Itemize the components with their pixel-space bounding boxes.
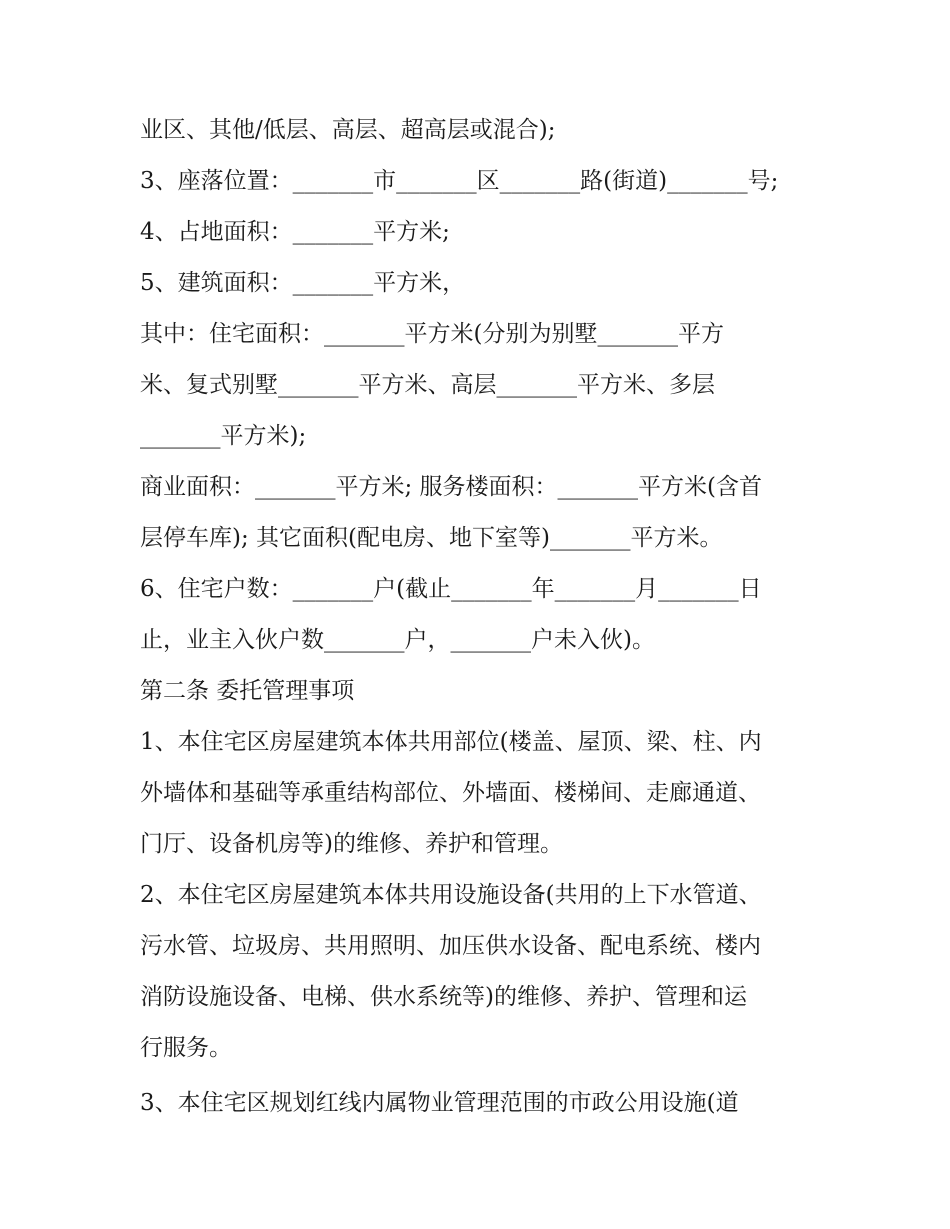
text-line-15: 门厅、设备机房等)的维修、养护和管理。 <box>140 831 563 857</box>
text-line-18: 消防设施设备、电梯、供水系统等)的维修、养护、管理和运 <box>140 984 747 1010</box>
text-line-14: 外墙体和基础等承重结构部位、外墙面、楼梯间、走廊通道、 <box>140 780 761 806</box>
text-line-4: 5、建筑面积：_______平方米， <box>140 270 466 296</box>
text-line-17: 污水管、垃圾房、共用照明、加压供水设备、配电系统、楼内 <box>140 933 761 959</box>
text-line-2: 3、座落位置：_______市_______区_______路(街道)_______号; <box>140 168 779 194</box>
text-line-7: _______平方米); <box>140 423 307 449</box>
text-line-5: 其中：住宅面积：_______平方米(分别为别墅_______平方 <box>140 321 724 347</box>
text-line-6: 米、复式别墅_______平方米、高层_______平方米、多层 <box>140 372 715 398</box>
text-line-19: 行服务。 <box>140 1035 232 1061</box>
text-line-3: 4、占地面积：_______平方米; <box>140 219 450 245</box>
text-line-13: 1、本住宅区房屋建筑本体共用部位(楼盖、屋顶、梁、柱、内 <box>140 729 762 755</box>
section-heading: 第二条 委托管理事项 <box>140 678 355 704</box>
text-line-1: 业区、其他/低层、高层、超高层或混合); <box>140 117 556 143</box>
text-line-8: 商业面积：_______平方米; 服务楼面积：_______平方米(含首 <box>140 474 763 500</box>
document-body <box>140 107 830 1131</box>
text-line-9: 层停车库); 其它面积(配电房、地下室等)_______平方米。 <box>140 525 723 551</box>
text-line-20: 3、本住宅区规划红线内属物业管理范围的市政公用设施(道 <box>140 1090 739 1116</box>
text-line-16: 2、本住宅区房屋建筑本体共用设施设备(共用的上下水管道、 <box>140 882 762 908</box>
text-line-10: 6、住宅户数：_______户(截止_______年_______月_______日 <box>140 576 762 602</box>
text-line-11: 止，业主入伙户数_______户，_______户未入伙)。 <box>140 627 655 653</box>
